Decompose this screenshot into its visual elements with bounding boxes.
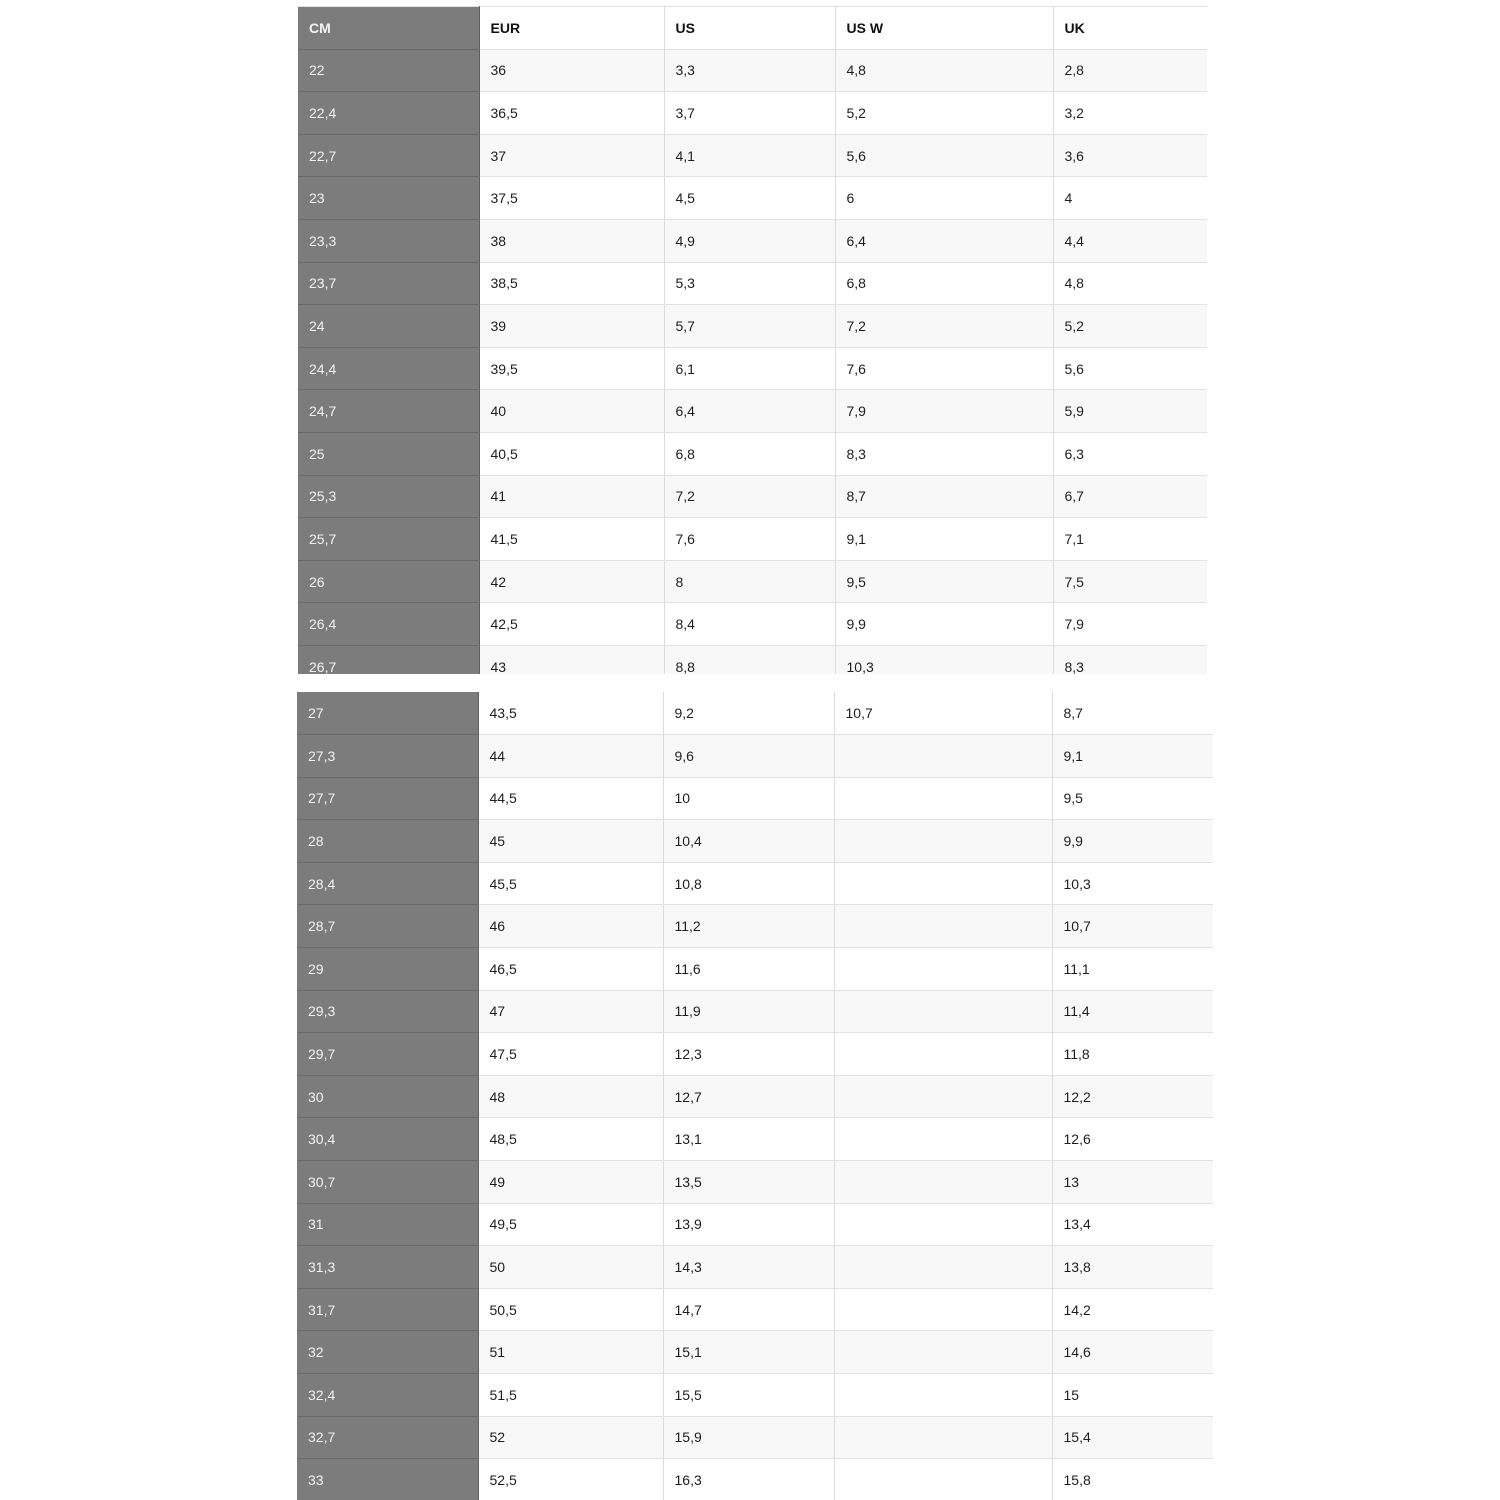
cell-uk: 7,1 <box>1053 518 1207 561</box>
cell-uk: 3,2 <box>1053 92 1207 135</box>
table-body-bottom <box>297 692 1213 1500</box>
cell-cm: 28,7 <box>297 905 478 948</box>
cell-cm: 24,7 <box>298 390 479 433</box>
cell-us-w <box>834 820 1052 863</box>
cell-cm: 25,3 <box>298 475 479 518</box>
cell-us-w <box>834 1288 1052 1331</box>
cell-cm: 28,4 <box>297 862 478 905</box>
cell-cm: 32,7 <box>297 1416 478 1459</box>
cell-uk: 7,9 <box>1053 603 1207 646</box>
cell-us-w <box>834 1459 1052 1500</box>
table-row <box>297 1161 1213 1204</box>
table-row <box>297 735 1213 778</box>
header-cm: CM <box>298 7 479 50</box>
cell-uk: 13,4 <box>1052 1203 1213 1246</box>
cell-eur: 46,5 <box>478 948 663 991</box>
cell-cm: 29,7 <box>297 1033 478 1076</box>
table-row <box>297 820 1213 863</box>
size-table-continued <box>297 692 1213 1500</box>
cell-us: 12,7 <box>663 1075 834 1118</box>
cell-us-w <box>834 1033 1052 1076</box>
cell-us-w <box>834 1331 1052 1374</box>
cell-cm: 24 <box>298 305 479 348</box>
table-row <box>298 92 1207 135</box>
cell-uk: 12,2 <box>1052 1075 1213 1118</box>
cell-us-w <box>834 1246 1052 1289</box>
cell-uk: 8,3 <box>1053 645 1207 674</box>
cell-eur: 49,5 <box>478 1203 663 1246</box>
cell-cm: 23,7 <box>298 262 479 305</box>
cell-eur: 42 <box>479 560 664 603</box>
table-row <box>297 862 1213 905</box>
cell-eur: 52 <box>478 1416 663 1459</box>
cell-us: 3,3 <box>664 49 835 92</box>
cell-us: 6,1 <box>664 347 835 390</box>
cell-eur: 40 <box>479 390 664 433</box>
cell-uk: 13,8 <box>1052 1246 1213 1289</box>
cell-us: 5,7 <box>664 305 835 348</box>
cell-us-w: 7,6 <box>835 347 1053 390</box>
cell-cm: 30 <box>297 1075 478 1118</box>
cell-cm: 22,7 <box>298 134 479 177</box>
table-row <box>298 390 1207 433</box>
cell-us: 14,3 <box>663 1246 834 1289</box>
cell-us-w <box>834 777 1052 820</box>
cell-us: 6,4 <box>664 390 835 433</box>
cell-us-w: 8,3 <box>835 432 1053 475</box>
cell-us: 8,4 <box>664 603 835 646</box>
cell-cm: 33 <box>297 1459 478 1500</box>
cell-cm: 31,7 <box>297 1288 478 1331</box>
cell-eur: 46 <box>478 905 663 948</box>
cell-uk: 10,7 <box>1052 905 1213 948</box>
cell-cm: 23,3 <box>298 219 479 262</box>
cell-uk: 4 <box>1053 177 1207 220</box>
cell-us: 14,7 <box>663 1288 834 1331</box>
cell-us: 13,5 <box>663 1161 834 1204</box>
cell-us: 11,6 <box>663 948 834 991</box>
cell-us-w: 9,1 <box>835 518 1053 561</box>
cell-uk: 10,3 <box>1052 862 1213 905</box>
cell-uk: 14,6 <box>1052 1331 1213 1374</box>
cell-us-w <box>834 1161 1052 1204</box>
table-row <box>298 219 1207 262</box>
cell-us-w: 9,5 <box>835 560 1053 603</box>
size-table-bottom <box>297 692 1213 1500</box>
header-row <box>298 7 1207 50</box>
header-us: US <box>664 7 835 50</box>
cell-us: 10 <box>663 777 834 820</box>
cell-eur: 41,5 <box>479 518 664 561</box>
table-body-top <box>298 49 1207 674</box>
cell-eur: 48,5 <box>478 1118 663 1161</box>
cell-cm: 30,4 <box>297 1118 478 1161</box>
cell-cm: 26,4 <box>298 603 479 646</box>
cell-cm: 27 <box>297 692 478 735</box>
cell-uk: 13 <box>1052 1161 1213 1204</box>
cell-us: 10,4 <box>663 820 834 863</box>
cell-cm: 27,7 <box>297 777 478 820</box>
table-row <box>297 1033 1213 1076</box>
cell-us-w: 6,8 <box>835 262 1053 305</box>
header-eur: EUR <box>479 7 664 50</box>
cell-us-w <box>834 1075 1052 1118</box>
cell-eur: 51 <box>478 1331 663 1374</box>
table-row <box>298 560 1207 603</box>
cell-uk: 9,1 <box>1052 735 1213 778</box>
cell-us: 16,3 <box>663 1459 834 1500</box>
cell-cm: 26 <box>298 560 479 603</box>
table-row <box>298 603 1207 646</box>
cell-eur: 38 <box>479 219 664 262</box>
cell-eur: 50 <box>478 1246 663 1289</box>
table-row <box>297 1416 1213 1459</box>
table-row <box>297 1374 1213 1417</box>
cell-us-w: 9,9 <box>835 603 1053 646</box>
table-row <box>298 305 1207 348</box>
table-row <box>298 347 1207 390</box>
header-us-w: US W <box>835 7 1053 50</box>
cell-us: 6,8 <box>664 432 835 475</box>
cell-uk: 5,6 <box>1053 347 1207 390</box>
cell-us: 12,3 <box>663 1033 834 1076</box>
cell-uk: 12,6 <box>1052 1118 1213 1161</box>
cell-uk: 6,7 <box>1053 475 1207 518</box>
cell-uk: 9,9 <box>1052 820 1213 863</box>
cell-eur: 36 <box>479 49 664 92</box>
cell-cm: 25,7 <box>298 518 479 561</box>
cell-us: 8 <box>664 560 835 603</box>
cell-us: 3,7 <box>664 92 835 135</box>
cell-us-w <box>834 1203 1052 1246</box>
cell-uk: 8,7 <box>1052 692 1213 735</box>
cell-us-w: 10,7 <box>834 692 1052 735</box>
cell-cm: 32,4 <box>297 1374 478 1417</box>
table-row <box>297 1459 1213 1500</box>
cell-us-w <box>834 862 1052 905</box>
cell-uk: 14,2 <box>1052 1288 1213 1331</box>
cell-us: 13,1 <box>663 1118 834 1161</box>
cell-uk: 11,4 <box>1052 990 1213 1033</box>
cell-cm: 23 <box>298 177 479 220</box>
table-row <box>298 262 1207 305</box>
cell-cm: 24,4 <box>298 347 479 390</box>
cell-cm: 28 <box>297 820 478 863</box>
header-uk: UK <box>1053 7 1207 50</box>
cell-cm: 29,3 <box>297 990 478 1033</box>
table-row <box>297 905 1213 948</box>
cell-eur: 39,5 <box>479 347 664 390</box>
cell-uk: 15 <box>1052 1374 1213 1417</box>
cell-cm: 29 <box>297 948 478 991</box>
cell-eur: 40,5 <box>479 432 664 475</box>
cell-cm: 26,7 <box>298 645 479 674</box>
table-row <box>298 49 1207 92</box>
cell-cm: 25 <box>298 432 479 475</box>
cell-eur: 51,5 <box>478 1374 663 1417</box>
cell-eur: 36,5 <box>479 92 664 135</box>
cell-cm: 22 <box>298 49 479 92</box>
cell-us: 15,5 <box>663 1374 834 1417</box>
cell-us: 7,6 <box>664 518 835 561</box>
table-row <box>297 777 1213 820</box>
cell-us-w: 8,7 <box>835 475 1053 518</box>
cell-us-w <box>834 735 1052 778</box>
table-row <box>297 1118 1213 1161</box>
cell-us-w: 5,2 <box>835 92 1053 135</box>
cell-uk: 6,3 <box>1053 432 1207 475</box>
cell-uk: 5,9 <box>1053 390 1207 433</box>
cell-uk: 4,8 <box>1053 262 1207 305</box>
cell-eur: 47 <box>478 990 663 1033</box>
table-row <box>297 1288 1213 1331</box>
cell-eur: 42,5 <box>479 603 664 646</box>
cell-uk: 9,5 <box>1052 777 1213 820</box>
cell-uk: 15,8 <box>1052 1459 1213 1500</box>
cell-us: 8,8 <box>664 645 835 674</box>
cell-us: 7,2 <box>664 475 835 518</box>
table-row <box>297 990 1213 1033</box>
cell-us: 11,2 <box>663 905 834 948</box>
cell-eur: 44,5 <box>478 777 663 820</box>
table-row <box>297 1246 1213 1289</box>
cell-eur: 47,5 <box>478 1033 663 1076</box>
cell-eur: 38,5 <box>479 262 664 305</box>
cell-uk: 2,8 <box>1053 49 1207 92</box>
table-row <box>298 134 1207 177</box>
cell-eur: 37 <box>479 134 664 177</box>
cell-us-w: 6,4 <box>835 219 1053 262</box>
cell-cm: 31,3 <box>297 1246 478 1289</box>
cell-cm: 31 <box>297 1203 478 1246</box>
size-table-top <box>298 6 1207 674</box>
cell-us: 4,1 <box>664 134 835 177</box>
cell-eur: 48 <box>478 1075 663 1118</box>
cell-us-w <box>834 948 1052 991</box>
cell-uk: 15,4 <box>1052 1416 1213 1459</box>
cell-us: 5,3 <box>664 262 835 305</box>
cell-us: 4,9 <box>664 219 835 262</box>
cell-us-w <box>834 990 1052 1033</box>
cell-uk: 5,2 <box>1053 305 1207 348</box>
cell-eur: 43 <box>479 645 664 674</box>
cell-us-w: 4,8 <box>835 49 1053 92</box>
cell-us: 13,9 <box>663 1203 834 1246</box>
cell-us-w <box>834 1416 1052 1459</box>
cell-eur: 52,5 <box>478 1459 663 1500</box>
cell-us-w <box>834 1118 1052 1161</box>
cell-eur: 45 <box>478 820 663 863</box>
cell-cm: 22,4 <box>298 92 479 135</box>
cell-cm: 27,3 <box>297 735 478 778</box>
cell-uk: 4,4 <box>1053 219 1207 262</box>
cell-us: 4,5 <box>664 177 835 220</box>
cell-eur: 41 <box>479 475 664 518</box>
cell-us-w: 7,9 <box>835 390 1053 433</box>
table-row <box>298 432 1207 475</box>
cell-us: 15,1 <box>663 1331 834 1374</box>
cell-uk: 3,6 <box>1053 134 1207 177</box>
cell-us: 10,8 <box>663 862 834 905</box>
cell-eur: 49 <box>478 1161 663 1204</box>
cell-us-w <box>834 1374 1052 1417</box>
table-row <box>298 475 1207 518</box>
cell-us: 9,6 <box>663 735 834 778</box>
cell-eur: 45,5 <box>478 862 663 905</box>
cell-uk: 11,8 <box>1052 1033 1213 1076</box>
table-row <box>297 1075 1213 1118</box>
table-row <box>298 518 1207 561</box>
cell-cm: 30,7 <box>297 1161 478 1204</box>
cell-us-w: 6 <box>835 177 1053 220</box>
cell-us-w: 10,3 <box>835 645 1053 674</box>
cell-us-w: 7,2 <box>835 305 1053 348</box>
cell-uk: 11,1 <box>1052 948 1213 991</box>
cell-us: 15,9 <box>663 1416 834 1459</box>
table-row <box>297 948 1213 991</box>
cell-eur: 50,5 <box>478 1288 663 1331</box>
cell-eur: 39 <box>479 305 664 348</box>
cell-uk: 7,5 <box>1053 560 1207 603</box>
size-table <box>298 6 1207 674</box>
table-row <box>298 177 1207 220</box>
cell-us-w: 5,6 <box>835 134 1053 177</box>
cell-eur: 44 <box>478 735 663 778</box>
table-row <box>297 1203 1213 1246</box>
cell-eur: 43,5 <box>478 692 663 735</box>
table-row <box>297 692 1213 735</box>
cell-us: 11,9 <box>663 990 834 1033</box>
cell-us-w <box>834 905 1052 948</box>
cell-cm: 32 <box>297 1331 478 1374</box>
table-row <box>298 645 1207 674</box>
table-row <box>297 1331 1213 1374</box>
cell-eur: 37,5 <box>479 177 664 220</box>
cell-us: 9,2 <box>663 692 834 735</box>
